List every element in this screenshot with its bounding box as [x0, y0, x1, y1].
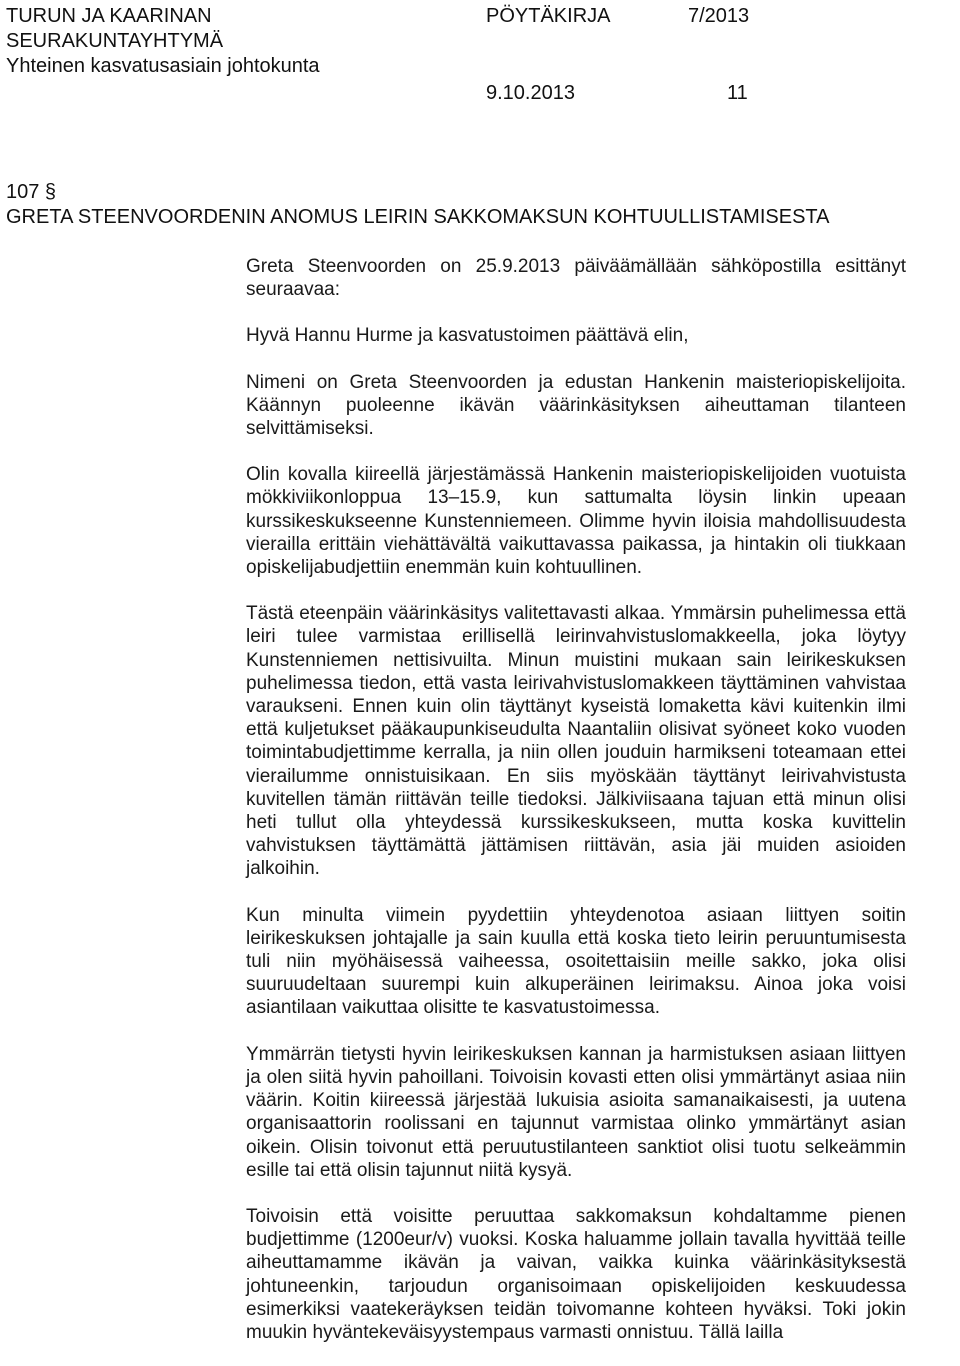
organization-name: TURUN JA KAARINAN: [6, 5, 212, 27]
paragraph: Nimeni on Greta Steenvoorden ja edustan Hankenin maisteriopiskelijoita. Käännyn puoleenne ikävän väärinkäsityksen aiheuttaman tilanteen selvittämiseksi.: [246, 371, 906, 440]
section-title: GRETA STEENVOORDENIN ANOMUS LEIRIN SAKKOMAKSUN KOHTUULLISTAMISESTA: [6, 206, 830, 228]
paragraph: Tästä eteenpäin väärinkäsitys valitettavasti alkaa. Ymmärsin puhelimessa että leiri tulee varmistaa erillisellä leirinvahvistuslomakkeella, joka löytyy Kunstenniemen nettisivuilta. Minun muistini mukaan sain leirikeskuksen puhelimessa tiedon, että vasta leirivahvistuslomakkeen täyttäminen vahvistaa varaukseni. Ennen kuin olin täyttänyt kyseistä lomaketta kävi kuitenkin ilmi että kuljetukset pääkaupunkiseudulta Naantaliin olisivat syöneet koko vuoden toimintabudjettimme kerralla, ja niin ollen jouduin harmikseni toteamaan ettei vierailumme onnistuisikaan. En siis myöskään täyttänyt leirivahvistusta kuvitellen tämän riittävän teille tiedoksi. Jälkiviisaana tajuan että minun olisi heti tullut olla yhteydessä kurssikeskukseen, mutta koska kuvittelin vahvistuksen täyttämättä jättämisen riittävän, asia jäi muiden asioiden jalkoihin.: [246, 603, 906, 880]
organization-subname: SEURAKUNTAYHTYMÄ: [6, 30, 224, 52]
paragraph: Olin kovalla kiireellä järjestämässä Hankenin maisteriopiskelijoiden vuotuista mökkiviikonloppua 13–15.9, kun sattumalta löysin linkin upeaan kurssikeskukseenne Kunstenniemeen. Olimme hyvin iloisia mahdollisuudesta vierailla erittäin viehättävältä vaikuttavassa paikassa, ja hintakin oli tiukkaan opiskelijabudjettiin enemmän kuin kohtuullinen.: [246, 464, 906, 579]
paragraph: Toivoisin että voisitte peruuttaa sakkomaksun kohdaltamme pienen budjettimme (1200eur/v) vuoksi. Koska haluamme jollain tavalla hyvittää teille aiheuttamamme ikävän ja vaivan, vaikka kuinka väärinkäsityksestä johtuneenkin, tarjoudun organisoimaan opiskelijoiden keskuudessa esimerkiksi vaatekeräyksen teidän toivomanne kohteen hyväksi. Toki jokin muukin hyväntekeväisyystempaus varmasti onnistuu. Tällä lailla: [246, 1205, 906, 1343]
meeting-date: 9.10.2013: [486, 82, 575, 104]
paragraph: Ymmärrän tietysti hyvin leirikeskuksen kannan ja harmistuksen asiaan liittyen ja olen siitä hyvin pahoillani. Toivoisin kovasti etten olisi ymmärtänyt asiaa niin väärin. Koitin kiireessä järjestää lukuisia asioita samanaikaisesti, ja uutena organisaattorin roolissani en tajunnut varmistaa olinko ymmärtänyt asian oikein. Olisin toivonut että peruutustilanteen sanktiot olisi tuotu selkeämmin esille tai että olisin tajunnut niitä kysyä.: [246, 1043, 906, 1181]
page-number: 11: [727, 82, 748, 104]
document-number: 7/2013: [688, 5, 750, 27]
document-body: [246, 255, 906, 1344]
paragraph: Hyvä Hannu Hurme ja kasvatustoimen päättävä elin,: [246, 325, 689, 347]
paragraph: Greta Steenvoorden on 25.9.2013 päiväämällään sähköpostilla esittänyt seuraavaa:: [246, 256, 906, 301]
committee-name: Yhteinen kasvatusasiain johtokunta: [6, 55, 320, 77]
paragraph: Kun minulta viimein pyydettiin yhteydenotoa asiaan liittyen soitin leirikeskuksen johtajalle ja sain kuulla että koska tieto leirin peruuntumisesta tuli niin myöhäisessä vaiheessa, osoitettaisiin meille sakko, joka olisi suuruudeltaan suurempi kuin alkuperäinen leirimaksu. Ainoa joka voisi asiantilaan vaikuttaa olisitte te kasvatustoimessa.: [246, 904, 906, 1019]
document-type: PÖYTÄKIRJA: [486, 5, 611, 27]
section-number: 107 §: [6, 181, 57, 203]
